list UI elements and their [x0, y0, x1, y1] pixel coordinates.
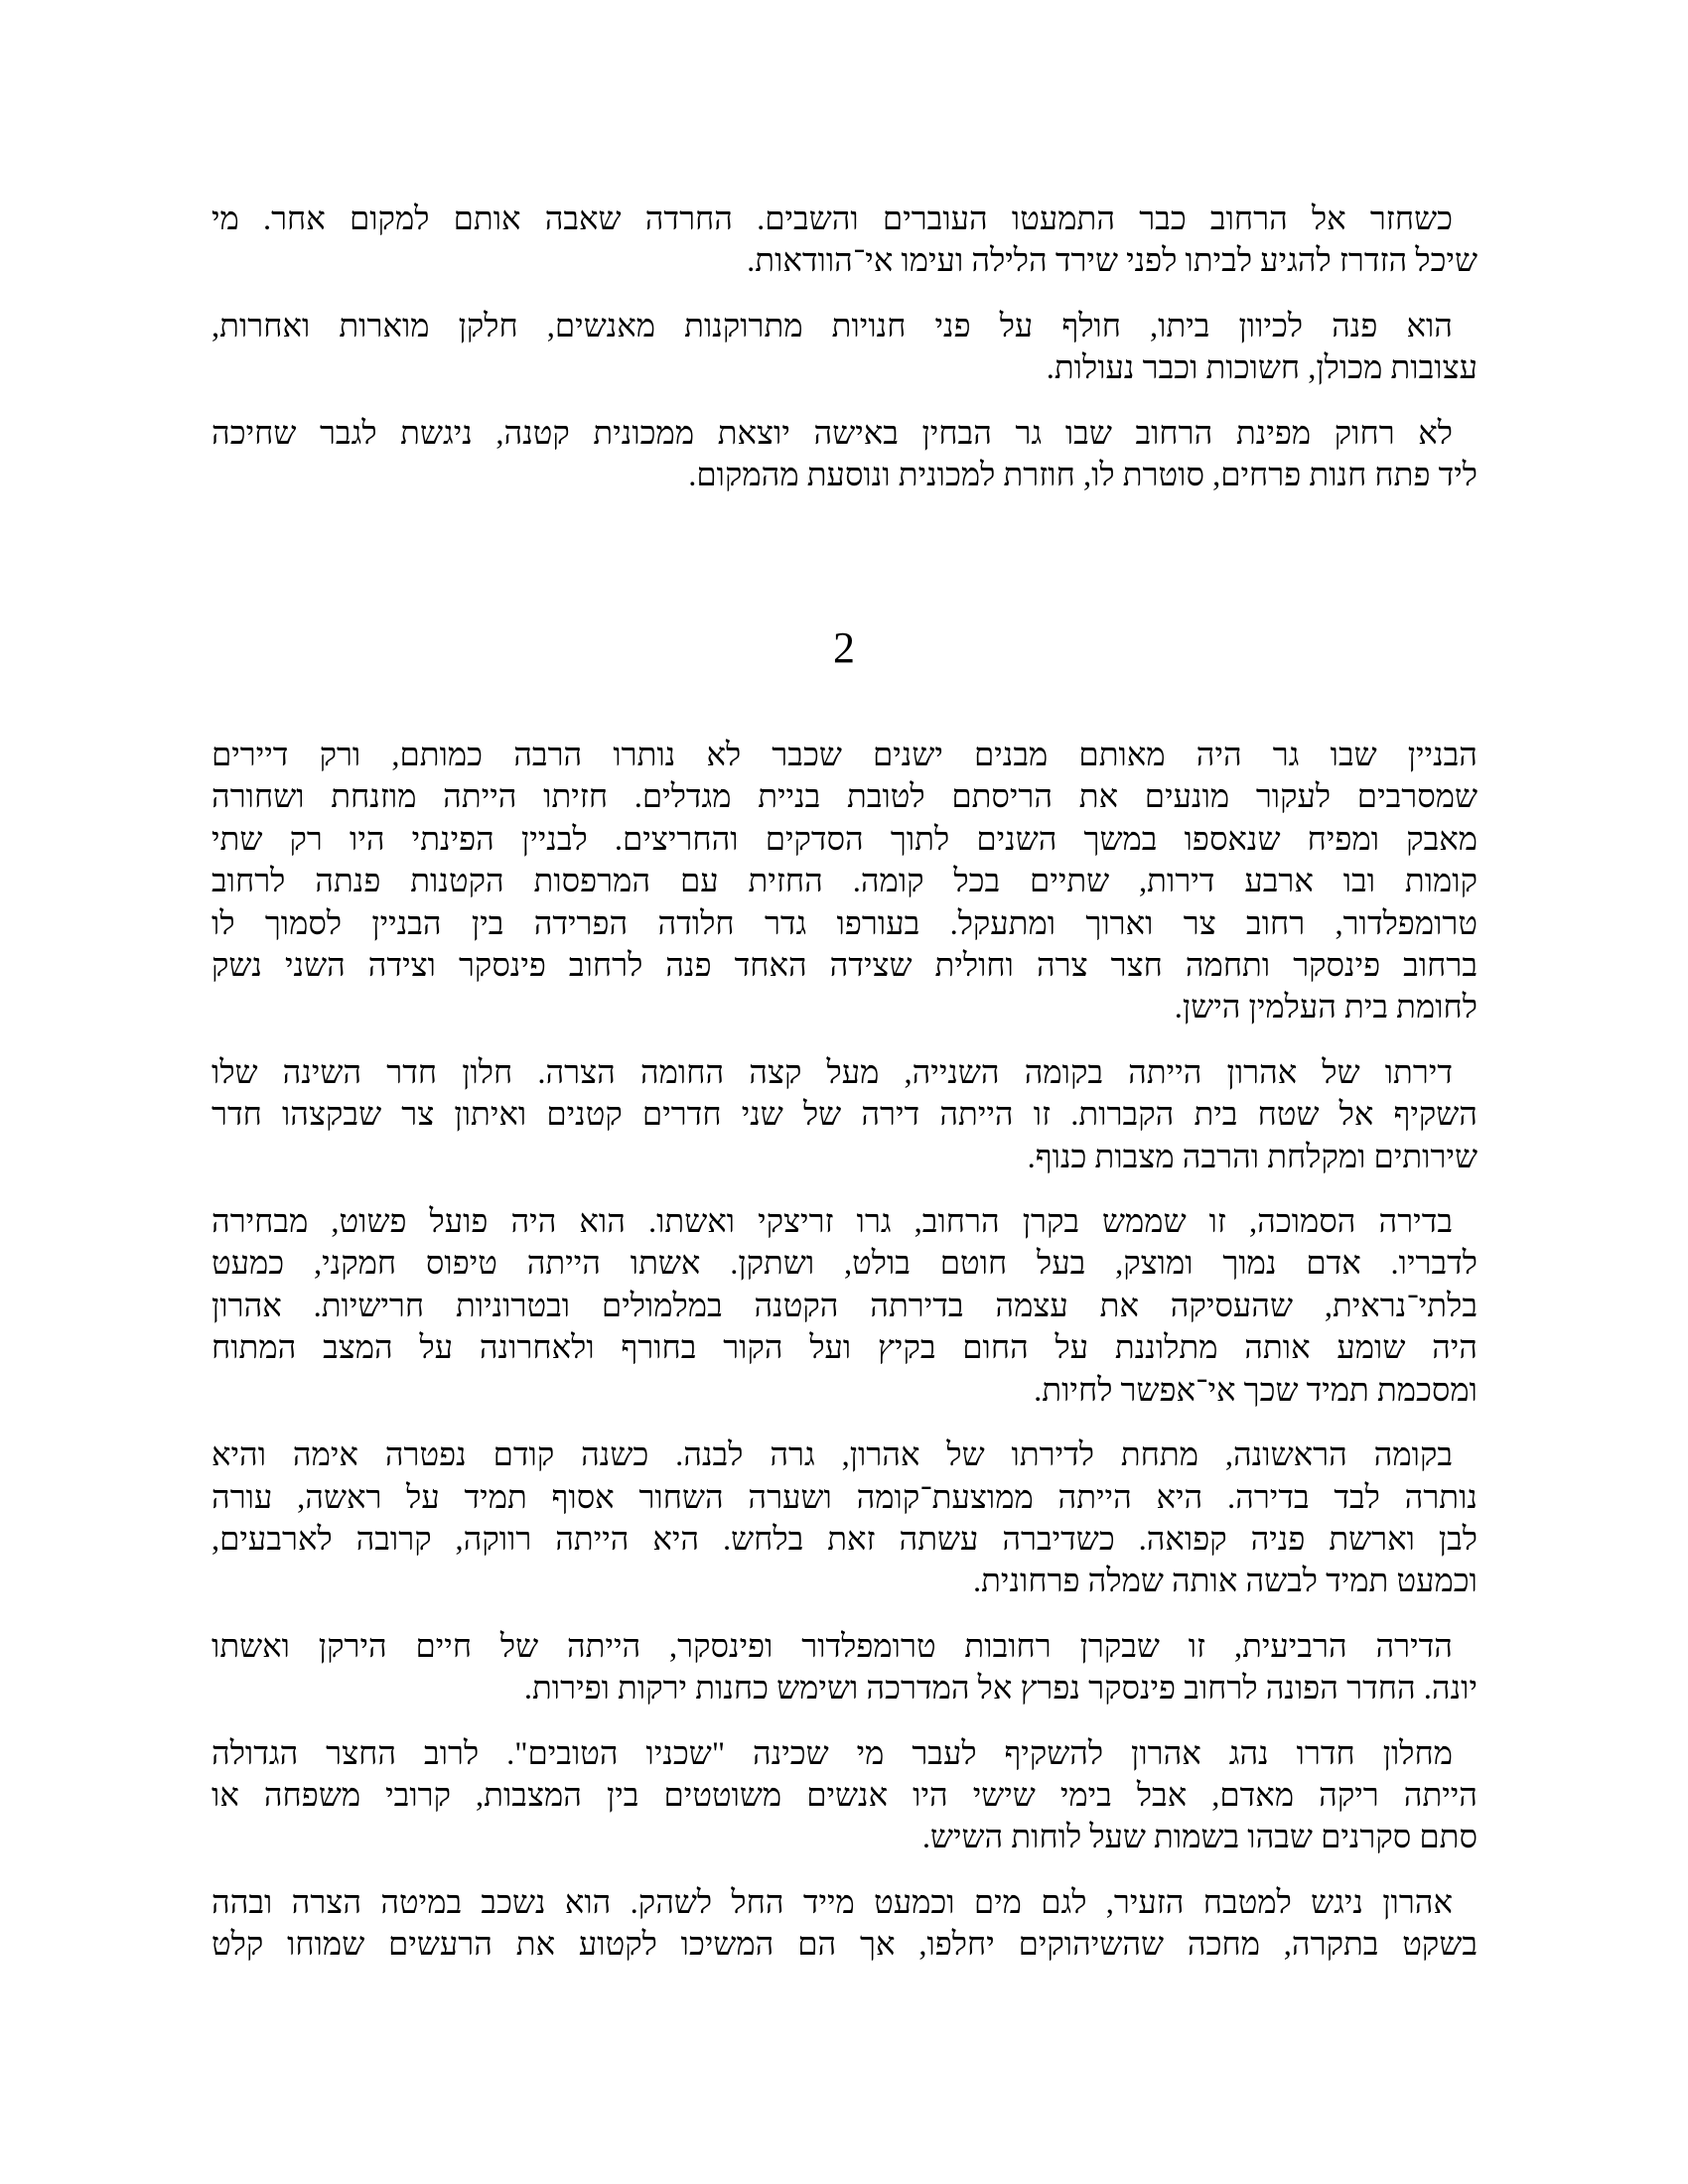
intro-text-block [211, 199, 1477, 519]
paragraph [211, 735, 1477, 1029]
paragraph [211, 1626, 1477, 1710]
text-line: ליד פתח חנות פרחים, סוטרת לו, חוזרת למכונית ונוסעת מהמקום. [688, 458, 1477, 494]
text-line: מאבק ומפיח שנאספו במשך השנים לתוך הסדקים והחריצים. לבניין הפינתי היו רק שתי [211, 821, 1477, 858]
text-line: יונה. החדר הפונה לרחוב פינסקר נפרץ אל המדרכה ושימש כחנות ירקות ופירות. [523, 1671, 1477, 1707]
text-line: לחומת בית העלמין הישן. [1174, 990, 1477, 1026]
text-line: הבניין שבו גר היה מאותם מבנים ישנים שכבר לא נותרו הרבה כמותם, ורק דיירים [211, 738, 1477, 773]
paragraph [211, 1434, 1477, 1603]
section-text-block [211, 735, 1477, 1989]
text-line: ברחוב פינסקר ותחמה חצר צרה וחולית שצידה האחד פנה לרחוב פינסקר וצידה השני נשק [211, 948, 1477, 985]
text-line: הוא פנה לכיוון ביתו, חולף על פני חנויות מתרוקנות מאנשים, חלקן מוארות ואחרות, [211, 308, 1453, 344]
text-line: שמסרבים לעקור מונעים את הריסתם לטובת בניית מגדלים. חזיתו הייתה מוזנחת ושחורה [211, 779, 1477, 816]
text-line: בקומה הראשונה, מתחת לדירתו של אהרון, גרה לבנה. כשנה קודם נפטרה אימה והיא [211, 1437, 1453, 1474]
paragraph [211, 306, 1477, 390]
text-line: נותרה לבד בדירה. היא הייתה ממוצעת־קומה ושערה השחור אסוף תמיד על ראשה, עורה [211, 1479, 1477, 1516]
text-line: קומות ובו ארבע דירות, שתיים בכל קומה. החזית עם המרפסות הקטנות פנתה לרחוב [211, 864, 1477, 900]
paragraph [211, 1882, 1477, 1967]
text-line: לדבריו. אדם נמוך ומוצק, בעל חוטם בולט, ושתקן. אשתו הייתה טיפוס חמקני, כמעט [211, 1246, 1477, 1283]
text-line: וכמעט תמיד לבשה אותה שמלה פרחונית. [972, 1564, 1477, 1600]
text-line: היה שומע אותה מתלוננת על החום בקיץ ועל הקור בחורף ולאחרונה על המצב המתוח [211, 1330, 1477, 1367]
text-line: אהרון ניגש למטבח הזעיר, לגם מים וכמעט מייד החל לשהק. הוא נשכב במיטה הצרה ובהה [211, 1884, 1453, 1921]
text-line: השקיף אל שטח בית הקברות. זו הייתה דירה של שני חדרים קטנים ואיתון צר שבקצהו חדר [211, 1097, 1477, 1134]
text-line: סתם סקרנים שבהו בשמות שעל לוחות השיש. [921, 1820, 1477, 1856]
text-line: בשקט בתקרה, מחכה שהשיהוקים יחלפו, אך הם המשיכו לקטוע את הרעשים שמוחו קלט [211, 1927, 1477, 1964]
section-number: 2 [833, 623, 855, 672]
paragraph [211, 1052, 1477, 1178]
text-line: שירותים ומקלחת והרבה מצבות כנוף. [1027, 1139, 1477, 1175]
paragraph [211, 1733, 1477, 1859]
paragraph [211, 199, 1477, 283]
text-line: טרומפלדור, רחוב צר וארוך ומתעקל. בעורפו גדר חלודה הפרידה בין הבניין לסמוך לו [211, 905, 1477, 942]
text-line: הדירה הרביעית, זו שבקרן רחובות טרומפלדור ופינסקר, הייתה של חיים הירקן ואשתו [211, 1628, 1453, 1665]
paragraph [211, 413, 1477, 497]
text-line: בלתי־נראית, שהעסיקה את עצמה בדירתה הקטנה במלמולים ובטרוניות חרישיות. אהרון [211, 1288, 1477, 1324]
text-line: דירתו של אהרון הייתה בקומה השנייה, מעל קצה החומה הצרה. חלון חדר השינה שלו [211, 1054, 1453, 1091]
text-line: הייתה ריקה מאדם, אבל בימי שישי היו אנשים משוטטים בין המצבות, קרובי משפחה או [211, 1777, 1477, 1814]
text-line: עצובות מכולן, חשוכות וכבר נעולות. [1046, 350, 1477, 387]
text-line: לבן וארשת פניה קפואה. כשדיברה עשתה זאת בלחש. היא הייתה רווקה, קרובה לארבעים, [211, 1521, 1477, 1558]
text-line: ומסכמת תמיד שכך אי־אפשר לחיות. [1034, 1372, 1477, 1409]
paragraph [211, 1201, 1477, 1412]
text-line: בדירה הסמוכה, זו שממש בקרן הרחוב, גרו זריצקי ואשתו. הוא היה פועל פשוט, מבחירה [211, 1204, 1453, 1241]
text-line: כשחזר אל הרחוב כבר התמעטו העוברים והשבים. החרדה שאבה אותם למקום אחר. מי [211, 202, 1453, 237]
text-line: לא רחוק מפינת הרחוב שבו גר הבחין באישה יוצאת ממכונית קטנה, ניגשת לגבר שחיכה [211, 415, 1453, 452]
text-line: שיכל הזדרז להגיע לביתו לפני שירד הלילה ועימו אי־הוודאות. [747, 243, 1477, 280]
text-line: מחלון חדרו נהג אהרון להשקיף לעבר מי שכינה "שכניו הטובים". לרוב החצר הגדולה [211, 1735, 1453, 1772]
